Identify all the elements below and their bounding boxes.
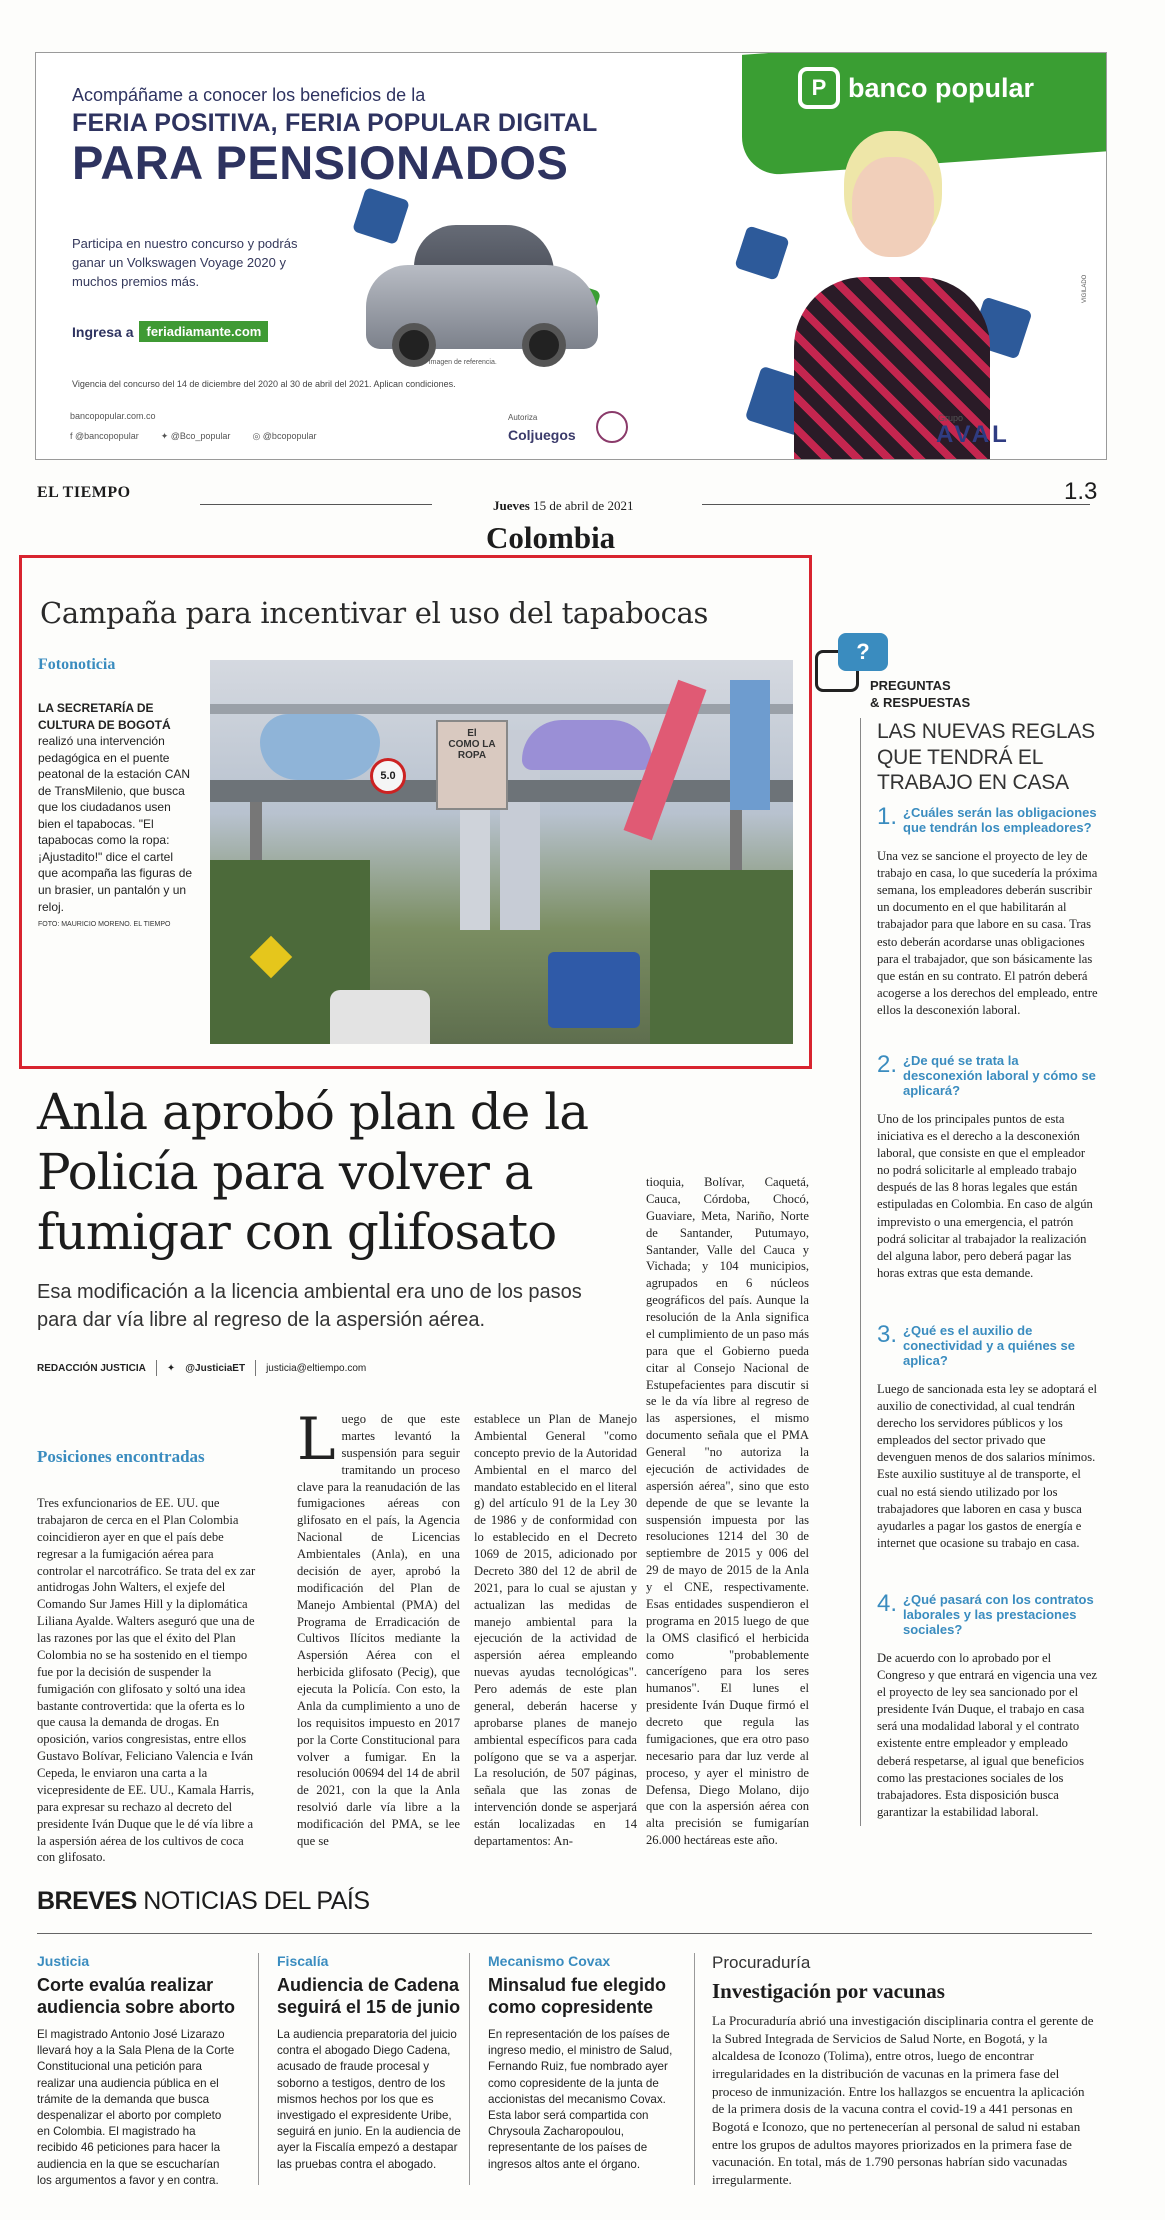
twitter-icon: ✦ bbox=[166, 1362, 176, 1374]
sidebar-heading: Posiciones encontradas bbox=[37, 1447, 205, 1466]
brief-title: Corte evalúa realizar audiencia sobre aborto bbox=[37, 1975, 236, 2017]
poster-line-2: COMO LA ROPA bbox=[448, 739, 496, 761]
poster-line-1: El bbox=[467, 728, 477, 739]
photo-caption bbox=[38, 700, 194, 928]
ad-decor-shape bbox=[352, 187, 410, 245]
byline-author: REDACCIÓN JUSTICIA bbox=[37, 1362, 146, 1374]
ad-autoriza: Autoriza bbox=[508, 413, 538, 422]
ad-socials bbox=[70, 431, 316, 442]
twitter-handle[interactable]: ✦ @Bco_popular bbox=[160, 431, 231, 441]
brief-item[interactable] bbox=[37, 1953, 237, 2189]
ad-vigencia: Vigencia del concurso del 14 de diciembre del 2020 al 30 de abril del 2021. Aplican condiciones. bbox=[72, 379, 456, 389]
bra-figure bbox=[522, 720, 652, 770]
twitter-icon: ✦ bbox=[160, 431, 171, 441]
brief-item[interactable] bbox=[712, 1953, 1097, 2189]
car-wheel-icon bbox=[522, 323, 566, 367]
qa-question: 2. ¿De qué se trata la desconexión laboral y cómo se aplicará? bbox=[877, 1051, 1096, 1098]
byline-email[interactable]: justicia@eltiempo.com bbox=[266, 1362, 367, 1374]
car-caption: *Imagen de referencia. bbox=[426, 359, 497, 366]
coljuegos-logo: Coljuegos bbox=[508, 427, 576, 443]
question-icon: ? bbox=[838, 633, 888, 671]
byline-twitter[interactable]: @JusticiaET bbox=[185, 1362, 246, 1374]
speed-limit-sign-icon: 5.0 bbox=[370, 758, 406, 794]
qa-title[interactable]: LAS NUEVAS REGLAS QUE TENDRÁ EL TRABAJO EN CASA bbox=[877, 720, 1095, 795]
spokesperson-head bbox=[852, 157, 934, 257]
bus-image bbox=[548, 952, 640, 1028]
brief-item[interactable] bbox=[488, 1953, 684, 2173]
qa-question: 3. ¿Qué es el auxilio de conectividad y a quiénes se aplica? bbox=[877, 1321, 1075, 1368]
instagram-icon: ◎ bbox=[252, 431, 263, 441]
bank-name: banco popular bbox=[848, 72, 1035, 103]
brief-label: Procuraduría bbox=[712, 1953, 811, 1972]
ad-intro: Acompáñame a conocer los beneficios de la bbox=[72, 85, 426, 105]
brief-divider bbox=[694, 1953, 695, 2185]
article-column-2: establece un Plan de Manejo Ambiental General "como concepto previo de la Autoridad Ambiental en el marco del mandato establecido en el literal g) del artículo 91 de la Ley 30 de 1986 y de conformidad con lo establecido en el Decreto 1069 de 2015, adicionado por Decreto 380 del 12 de abril de 2021, para lo cual se ajustan y actualizan las medidas de manejo ambiental para la ejecución de la actividad de aspersión aérea empleando nuevas ayudas tecnológicas". Pero además de este plan general, deberán hacerse y aprobarse planes de manejo ambiental específicos para cada polígono que se va a asperjar. La resolución, de 507 páginas, señala que las zonas de intervención donde se asperjará están localizadas en 14 departamentos: An- bbox=[474, 1412, 637, 1848]
qa-answer: Una vez se sancione el proyecto de ley de trabajo en casa, lo que sucedería la próxima semana, los empleadores deberán suscribir un documento en el que habilitarán al trabajador para que labore en su casa. Tras esto deberán acordarse unas obligaciones para el trabajador, que son básicamente las que están en su contrato. El patrón deberá acogerse a los derechos del empleado, entre ellos la desconexión laboral. bbox=[877, 848, 1098, 1017]
sidebar-text: Tres exfuncionarios de EE. UU. que trabajaron de cerca en el Plan Colombia coincidieron ayer en que el país debe regresar a la fumigación aérea para controlar el narcotráfico. Se trata del ex zar antidrogas John Walters, el exjefe del Comando Sur James Hill y la diplomática Liliana Ayalde. Walters aseguró que una de las razones por las que el éxito del Plan Colombia no se ha sostenido en el tiempo fue por la decisión de suspender la fumigación con glifosato y soltó una idea bastante controvertida: que la oferta es lo que causa la demanda de drogas. En oposición, varios congresistas, entre ellos Gustavo Bolívar, Feliciano Valencia e Iván Cepeda, le enviaron una carta a la vicepresidente de EE. UU., Kamala Harris, para expresar su rechazo al decreto del presidente Iván Duque que le dé vía libre a la aspersión aérea de los cultivos de coca con glifosato. bbox=[37, 1496, 256, 1865]
page-number: 1.3 bbox=[1064, 478, 1098, 505]
pants-figure bbox=[730, 680, 770, 810]
qa-answer: De acuerdo con lo aprobado por el Congreso y que entrará en vigencia una vez el proyecto de ley sea sancionado por el presidente Iván Duque, el trabajo en casa será una modalidad laboral y el contrato existente entre empleador y empleado deberá respetarse, al igual que beneficios como las prestaciones sociales de los trabajadores. Esta disposición busca garantizar la estabilidad laboral. bbox=[877, 1650, 1097, 1819]
ad-cta[interactable] bbox=[72, 321, 268, 342]
qa-item bbox=[877, 1051, 1099, 1282]
section-title[interactable]: Colombia bbox=[486, 520, 616, 555]
masthead[interactable]: EL TIEMPO bbox=[37, 484, 131, 501]
ad-cta-label: Ingresa a bbox=[72, 323, 134, 340]
bridge-photo[interactable] bbox=[210, 660, 793, 1044]
ad-headline-1: FERIA POSITIVA, FERIA POPULAR DIGITAL bbox=[72, 109, 598, 137]
regulator-seal-icon bbox=[596, 411, 628, 443]
ad-headline-2: PARA PENSIONADOS bbox=[72, 136, 569, 189]
breves-title: BREVES NOTICIAS DEL PAÍS bbox=[37, 1887, 370, 1915]
bank-logo-icon: P bbox=[798, 67, 840, 109]
campaign-poster bbox=[436, 720, 508, 810]
brief-label: Mecanismo Covax bbox=[488, 1953, 611, 1969]
ad-cta-url[interactable]: feriadiamante.com bbox=[139, 321, 268, 342]
photo-credit: FOTO: MAURICIO MORENO. EL TIEMPO bbox=[38, 921, 171, 929]
qa-item bbox=[877, 803, 1099, 1019]
brief-label: Justicia bbox=[37, 1953, 90, 1969]
brief-title: Minsalud fue elegido como copresidente bbox=[488, 1975, 667, 2017]
photo-feature-title[interactable]: Campaña para incentivar el uso del tapabocas bbox=[40, 596, 709, 630]
aval-logo: AVAL bbox=[936, 421, 1010, 448]
article-headline[interactable]: Anla aprobó plan de la Policía para volver a fumigar con glifosato bbox=[37, 1083, 589, 1261]
ad-vertical-legal: VIGILADO bbox=[1082, 274, 1088, 303]
qa-number: 4. bbox=[877, 1590, 898, 1617]
qa-item bbox=[877, 1321, 1099, 1552]
qa-question: 1. ¿Cuáles serán las obligaciones que tendrán los empleadores? bbox=[877, 803, 1097, 835]
facebook-icon: f bbox=[70, 431, 76, 441]
qa-answer: Uno de los principales puntos de esta iniciativa es el derecho a la desconexión laboral, que consiste en que el empleador no podrá solicitarle al empleado trabajo después de las 8 horas legales que están estipuladas en Colombia. En caso de algún imprevisto o una emergencia, el patrón podrá solicitar al trabajador la realización del alguna labor, pero deberá pagar las horas extras que esta demande. bbox=[877, 1111, 1093, 1280]
qa-label: PREGUNTAS & RESPUESTAS bbox=[870, 678, 971, 710]
bank-logo bbox=[798, 67, 1034, 109]
byline-divider bbox=[255, 1360, 256, 1376]
brief-title: Audiencia de Cadena seguirá el 15 de junio bbox=[277, 1975, 461, 2017]
grupo-label: Grupo bbox=[938, 413, 964, 423]
article-column-1-text: uego de que este martes levantó la suspensión para seguir tramitando un proceso clave para la reanudación de las fumigaciones aéreas con glifosato en el país, la Agencia Nacional de Licencias Ambientales (Anla), en una decisión de ayer, aprobó la modificación del Plan de Manejo Ambiental (PMA) del Programa de Erradicación de Cultivos Ilícitos mediante la Aspersión Aérea con el herbicida glifosato (Pecig), que ejecuta la Policía. Con esto, la Anla da cumplimiento a uno de los requisitos impuesto en 2017 por la Corte Constitucional para volver a fumigar. En la resolución 00694 del 14 de abril de 2021, con la que la Anla resolvió darle vía libre a la modificación del PMA, se lee que se bbox=[297, 1412, 460, 1848]
drop-cap: L bbox=[297, 1405, 336, 1473]
car-image bbox=[330, 990, 430, 1044]
ad-decor-shape bbox=[734, 225, 789, 280]
caption-lead: LA SECRETARÍA DE CULTURA DE BOGOTÁ bbox=[38, 701, 171, 732]
ad-contest-text: Participa en nuestro concurso y podrás ganar un Volkswagen Voyage 2020 y muchos premios más. bbox=[72, 236, 298, 289]
qa-divider bbox=[860, 718, 861, 1826]
qa-number: 2. bbox=[877, 1051, 898, 1078]
qa-number: 1. bbox=[877, 803, 898, 830]
qa-item bbox=[877, 1590, 1099, 1821]
byline bbox=[37, 1360, 366, 1376]
header-rule bbox=[702, 504, 1090, 505]
header-rule bbox=[200, 504, 432, 505]
qa-number: 3. bbox=[877, 1321, 898, 1348]
caption-body: realizó una intervención pedagógica en el puente peatonal de la estación CAN de TransMilenio, que busca que los ciudadanos usen bien el tapabocas. "El tapabocas como la ropa: ¡Ajustadito!" dice el cartel que acompaña las figuras de un brasier, un pantalón y un reloj. bbox=[38, 734, 193, 914]
brief-text: La Procuraduría abrió una investigación disciplinaria contra el gerente de la Subred Integrada de Servicios de Salud Norte, en Bogotá, y la alcaldesa de Iconozo (Tolima), entre otros, luego de encontrar irregularidades en la distribución de vacunas en la primera fase del proceso de inmunización. Entre los hallazgos se encuentra la aplicación de la primera dosis de la vacuna contra el covid-19 a 441 personas en Bogotá e Iconozo, que no pertenecerían al personal de salud ni estaban entre los grupos de adultos mayores priorizados en la primera fase de vacunación. En total, más de 1.790 personas habrían sido vacunadas irregularmente. bbox=[712, 2013, 1094, 2188]
photo-trees bbox=[650, 870, 793, 1044]
brief-item[interactable] bbox=[277, 1953, 467, 2173]
face-mask-figure bbox=[260, 714, 380, 780]
breves-rule bbox=[37, 1933, 1092, 1934]
brief-text: La audiencia preparatoria del juicio contra el abogado Diego Cadena, acusado de fraude procesal y soborno a testigos, dentro de los mismos hechos por los que es investigado el expresidente Uribe, seguirá en junio. En la audiencia de ayer la Fiscalía empezó a destapar las pruebas contra el abogado. bbox=[277, 2027, 461, 2171]
brief-text: En representación de los países de ingreso medio, el ministro de Salud, Fernando Ruiz, fue nombrado ayer como copresidente de la junta de accionistas del mecanismo Covax. Esta labor será compartida con Chrysoula Zacharopoulou, representante de los países de ingresos altos ante el órgano. bbox=[488, 2027, 673, 2171]
advertisement[interactable] bbox=[35, 52, 1107, 460]
brief-text: El magistrado Antonio José Lizarazo llevará hoy a la Sala Plena de la Corte Constitucional una petición para realizar una audiencia pública en el trámite de la demanda que busca despenalizar el aborto por completo en Colombia. El magistrado ha recibido 46 peticiones para hacer la audiencia en la que se escucharían los argumentos a favor y en contra. bbox=[37, 2027, 235, 2187]
date-rest: 15 de abril de 2021 bbox=[533, 498, 634, 513]
brief-title: Investigación por vacunas bbox=[712, 1979, 945, 2003]
instagram-handle[interactable]: ◎ @bcopopular bbox=[252, 431, 317, 441]
qa-answer: Luego de sancionada esta ley se adoptará el auxilio de conectividad, al cual tendrán derecho los servidores públicos y los empleados del sector privado que devenguen menos de dos salarios mínimos. Este auxilio sustituye al de transporte, el cual no está siendo utilizado por los trabajadores que laboren en casa y busca ayudarles a pagar los gastos de energía e internet que ocasione su trabajo en casa. bbox=[877, 1381, 1097, 1550]
date-day: Jueves bbox=[493, 498, 530, 513]
dateline bbox=[493, 498, 633, 514]
article-column-1 bbox=[297, 1405, 460, 1850]
article-subhead: Esa modificación a la licencia ambiental era uno de los pasos para dar vía libre al regreso de la aspersión aérea. bbox=[37, 1281, 582, 1332]
qa-question: 4. ¿Qué pasará con los contratos laborales y las prestaciones sociales? bbox=[877, 1590, 1094, 1637]
article-column-3: tioquia, Bolívar, Caquetá, Cauca, Córdoba, Chocó, Guaviare, Meta, Nariño, Norte de Santander, Putumayo, Santander, Valle del Cauca y Vichada; y 104 municipios, agrupados en 6 núcleos geográficos del país. Aunque la resolución de la Anla significa el cumplimiento de un paso más para que el Gobierno pueda citar al Consejo Nacional de Estupefacientes para discutir si se le da vía libre al regreso de las aspersiones, el mismo documento señala que el PMA General "no autoriza la ejecución de actividades de aspersión aérea", sino que esto depende de que se levante la suspensión impuesta por las resoluciones 1214 del 30 de septiembre de 2015 y 006 del 29 de mayo de 2015 de la Anla y el CNE, respectivamente. Esas entidades suspendieron el programa en 2015 luego de que la OMS clasificó el herbicida como "probablemente cancerígeno para los seres humanos". El lunes el presidente Iván Duque firmó el decreto que regula las fumigaciones, que era otro paso necesario para dar luz verde al proceso, y ayer el ministro de Defensa, Diego Molano, dijo que con la aspersión aérea con alta precisión se fumigarían 26.000 hectáreas este año. bbox=[646, 1175, 809, 1848]
fotonoticia-label: Fotonoticia bbox=[38, 656, 116, 673]
brief-label: Fiscalía bbox=[277, 1953, 329, 1969]
bridge-railing bbox=[210, 704, 793, 714]
brief-divider bbox=[469, 1953, 470, 2185]
facebook-handle[interactable]: f @bancopopular bbox=[70, 431, 139, 441]
brief-divider bbox=[258, 1953, 259, 2185]
ad-site[interactable]: bancopopular.com.co bbox=[70, 411, 156, 421]
byline-divider bbox=[156, 1360, 157, 1376]
